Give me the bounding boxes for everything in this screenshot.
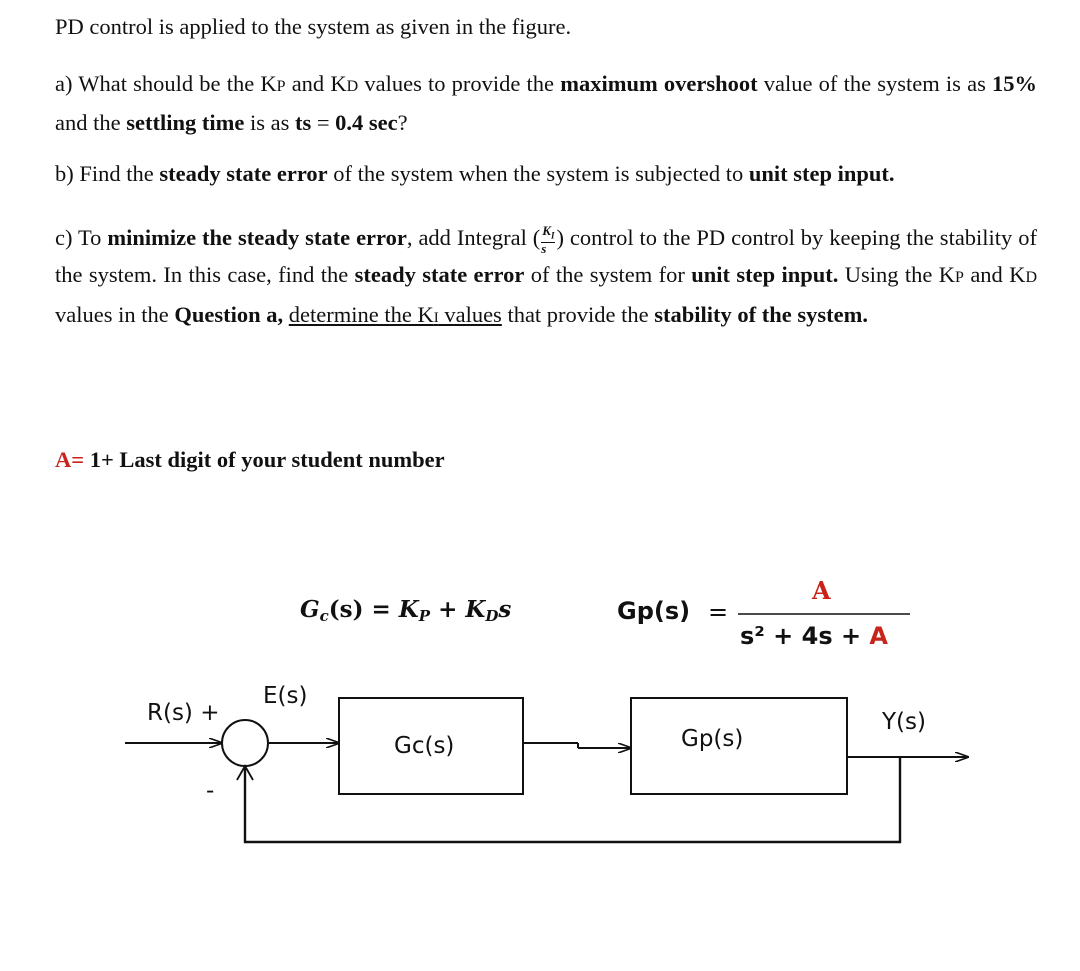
question-b: b) Find the steady state error of the system when the system is subjected to unit step input.	[55, 161, 895, 186]
intro-text: PD control is applied to the system as given in the figure.	[55, 14, 572, 39]
controller-equation: $G_c(s) = K_P + K_Ds$	[300, 596, 512, 625]
plant-label: Gp(s)	[681, 726, 744, 752]
plant-denominator: s² + 4s + A	[740, 622, 888, 650]
underlined-instruction: determine the KI values	[288, 302, 502, 327]
plant-numerator: A	[812, 576, 831, 605]
plant-equation-equals: =	[708, 598, 729, 626]
plant-equation-lhs: Gp(s)	[617, 597, 691, 625]
question-a: a) What should be the KP and KD values to provide the maximum overshoot value of the system is as 15% and the settling time is as ts = 0.4 sec?	[55, 71, 1038, 135]
output-label: Y(s)	[882, 709, 926, 735]
input-label: R(s) +	[147, 700, 220, 726]
question-c: c) To minimize the steady state error, add Integral ( $\frac{K_I}{s}$ ) control to the PD control by keeping the stability of the system. In this case, find the steady state error of the system for unit step input. Using the KP and KD values in the Question a, determine the KI values that provide the stability of the system.	[55, 223, 1037, 327]
error-label: E(s)	[263, 683, 308, 709]
integral-fraction: $\frac{K_I}{s}$	[541, 223, 555, 256]
controller-label: Gc(s)	[394, 733, 455, 759]
a-definition: A= 1+ Last digit of your student number	[55, 447, 445, 472]
minus-sign: -	[206, 778, 215, 804]
summing-junction	[222, 720, 268, 766]
a-label: A=	[55, 447, 85, 472]
